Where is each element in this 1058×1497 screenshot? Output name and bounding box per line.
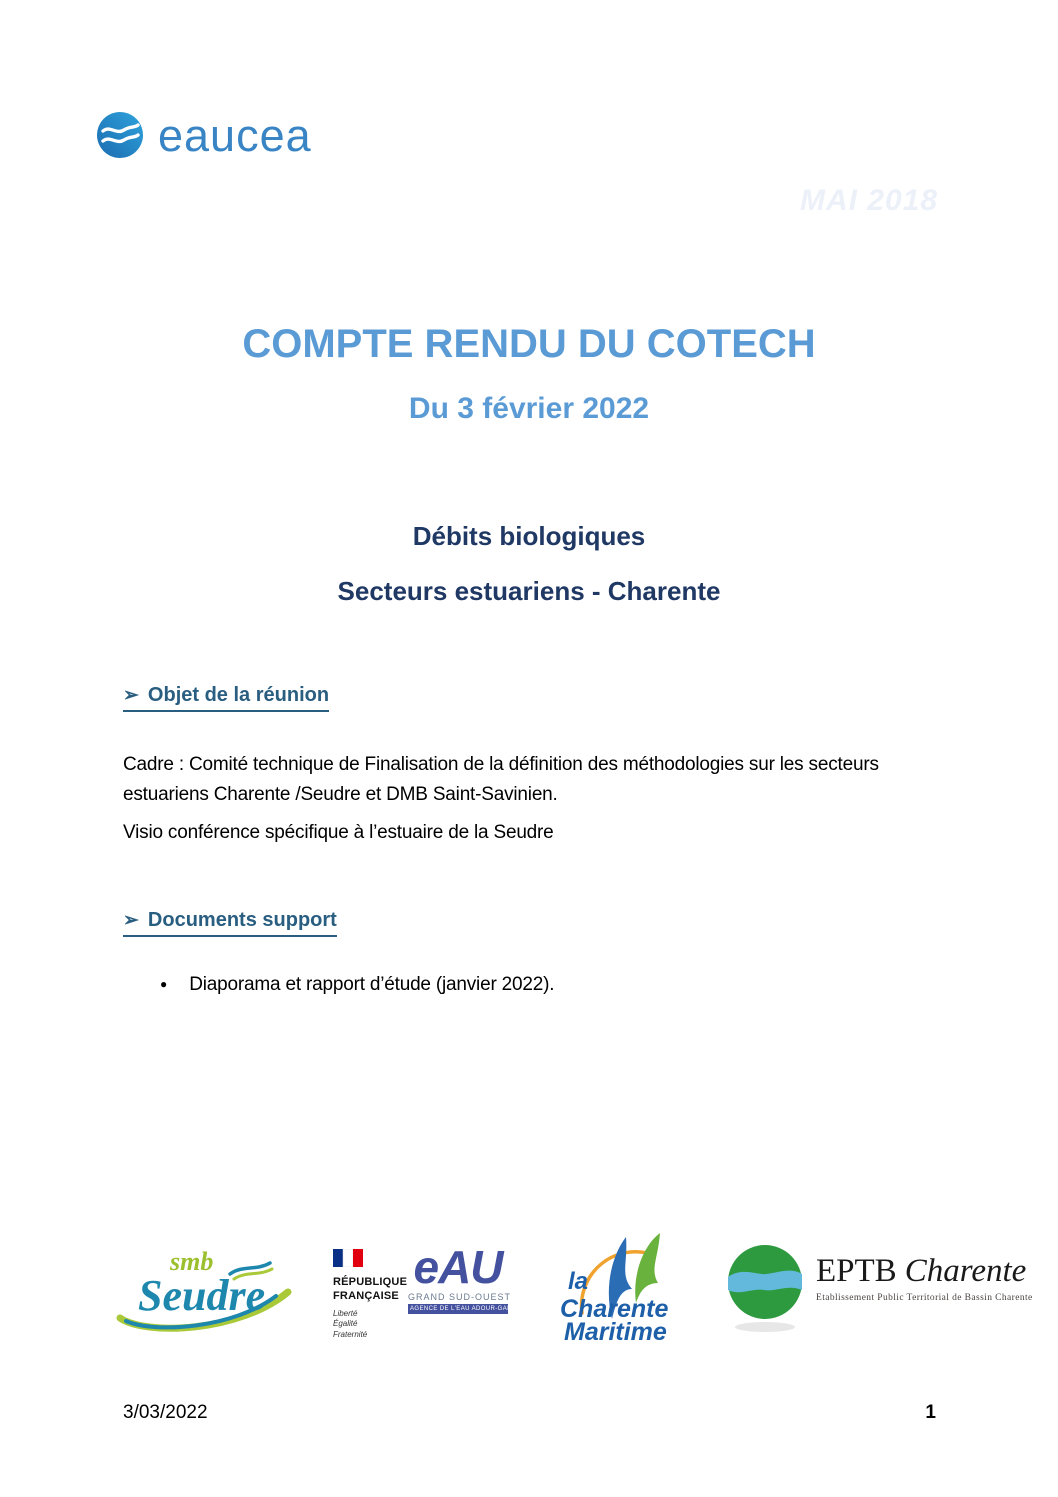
paragraph-cadre: Cadre : Comité technique de Finalisation de la définition des méthodologies sur les secteurs estuariens Charente /Seudre et DMB Saint-Savinien. [123,754,879,806]
rf-line1: RÉPUBLIQUE [333,1276,408,1288]
republique-francaise-logo [333,1249,413,1341]
eaucea-logo [96,111,312,164]
section-heading-label: Objet de la réunion [147,684,330,706]
document-title: COMPTE RENDU DU COTECH [242,322,816,366]
footer-page-number: 1 [925,1402,936,1423]
section-heading-objet [123,684,329,712]
eptb-acronym: EPTB [816,1253,897,1289]
list-item-text: Diaporama et rapport d’étude (janvier 2022). [189,974,555,995]
cm-green-bird-icon [635,1233,660,1303]
rf-line2: FRANÇAISE [333,1289,399,1302]
french-flag-icon [333,1249,413,1272]
footer-date: 3/03/2022 [123,1402,208,1423]
rf-motto-fraternite: Fraternité [333,1330,368,1340]
document-subject-line1: Débits biologiques [412,521,646,551]
seudre-name-text: Seudre [138,1271,266,1320]
paragraph-visio: Visio conférence spécifique à l’estuaire de la Seudre [123,822,554,843]
bullet-dot-icon: ● [160,977,168,991]
rf-motto-liberte: Liberté [333,1308,358,1318]
eptb-globe-icon [726,1243,804,1338]
watermark-text: MAI 2018 [800,184,939,217]
cm-maritime-text: Maritime [564,1318,667,1345]
eptb-subtitle: Etablissement Public Territorial de Bassin Charente [816,1293,1033,1303]
cm-la-text: la [568,1268,589,1295]
document-date-title: Du 3 février 2022 [408,392,650,425]
section-heading-label: Documents support [147,909,337,931]
arrow-bullet-icon: ➢ [123,910,139,931]
eptb-charente-logo [726,1243,1033,1338]
rf-motto-egalite: Égalité [333,1319,358,1329]
eptb-name-text: Charente [904,1253,1027,1289]
eau-wordmark: eAU [413,1241,503,1293]
seudre-smb-text: smb [170,1247,214,1276]
cm-charente-text: Charente [560,1295,669,1323]
document-subject-line2: Secteurs estuariens - Charente [337,576,721,606]
eaucea-globe-icon [96,111,144,164]
eau-grand-sud-ouest-logo [408,1241,531,1314]
smb-seudre-logo [112,1234,297,1344]
charente-maritime-logo [552,1227,680,1350]
eau-region-text: GRAND SUD-OUEST [408,1292,512,1303]
list-item [160,974,554,996]
eaucea-wordmark: eaucea [158,110,312,161]
section-heading-documents [123,909,337,937]
eau-agency-banner: AGENCE DE L'EAU ADOUR-GARONNE [410,1306,531,1313]
arrow-bullet-icon: ➢ [123,685,139,706]
